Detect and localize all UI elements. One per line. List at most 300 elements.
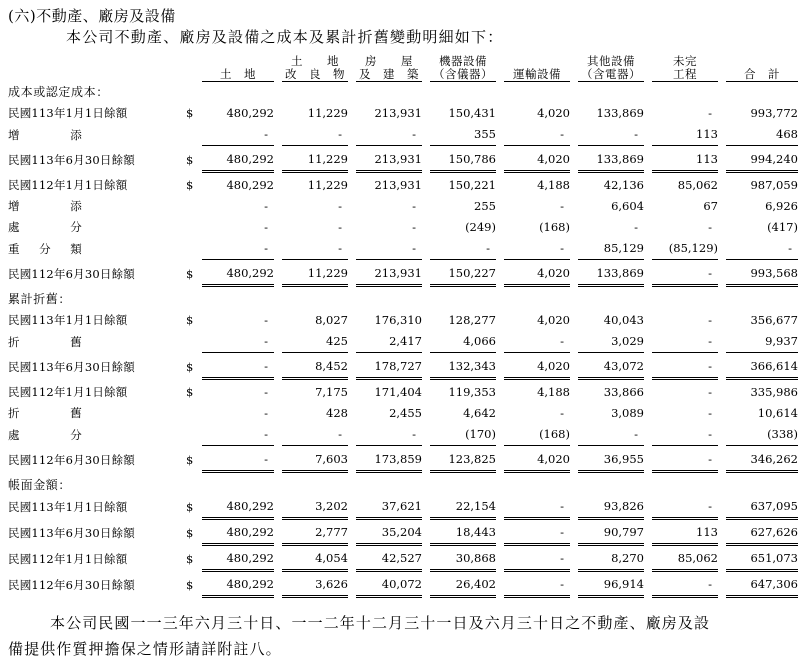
column-header-3: （含儀器） [430,68,496,82]
column-gap [570,522,578,544]
column-gap [570,424,578,446]
currency-sign: $ [186,385,194,399]
column-gap [570,149,578,171]
cell-value: 7,603 [282,449,348,471]
cell-value: 113 [652,522,718,544]
cell-value: 4,020 [504,356,570,378]
column-gap [496,331,504,353]
cell-value: 133,869 [578,263,644,285]
table-row [8,238,798,260]
column-gap [274,149,282,171]
cell-value: 4,020 [537,313,570,327]
column-gap [496,68,504,82]
column-gap [718,54,726,68]
cell-value: 119,353 [448,385,496,399]
cell-value: 150,786 [430,149,496,171]
column-gap [496,196,504,217]
column-header-top-0 [202,54,274,68]
cell-value: 43,072 [578,356,644,378]
cell-value: 33,866 [603,385,644,399]
cell-value: 213,931 [356,263,422,285]
column-gap [348,54,356,68]
cell-value: 213,931 [374,178,422,192]
row-label: 民國112年1月1日餘額 [8,385,128,399]
column-gap [274,496,282,518]
column-gap [496,103,504,124]
cell-value: 113 [652,124,718,146]
column-gap [422,310,430,331]
currency-sign: $ [186,577,194,592]
table-row [8,196,798,217]
column-header-5: （含電器） [578,68,644,82]
property-plant-equipment-table [8,54,798,600]
column-gap [348,196,356,217]
row-label-text: 處分 [8,427,82,442]
column-gap [274,424,282,446]
row-label: 民國113年1月1日餘額 [8,499,128,514]
cell-value: 355 [430,124,496,146]
column-gap [718,356,726,378]
column-header-2: 及 建 築 [356,68,422,82]
column-gap [422,124,430,146]
column-gap [496,356,504,378]
column-gap [422,424,430,446]
row-label: 民國113年1月1日餘額 [8,106,128,120]
cell-value: - [504,574,570,596]
column-gap [644,68,652,82]
table-row [8,548,798,570]
cell-value: - [202,356,274,378]
column-gap [496,217,504,238]
column-gap [496,574,504,596]
cell-value: - [412,220,416,234]
column-gap [644,217,652,238]
column-gap [348,124,356,146]
row-label: 民國112年6月30日餘額 [8,577,135,592]
cell-value: - [504,548,570,570]
cell-value: 213,931 [356,149,422,171]
column-gap [718,196,726,217]
cell-value: - [708,106,712,120]
column-gap [496,263,504,285]
column-gap [422,175,430,196]
cell-value: 480,292 [202,149,274,171]
currency-sign: $ [186,551,194,566]
cell-value: 4,642 [463,406,496,420]
cell-value: 425 [282,331,348,353]
header-row-bottom [8,68,798,82]
column-gap [718,310,726,331]
cell-value: - [708,220,712,234]
cell-value: 40,043 [603,313,644,327]
table-row [8,217,798,238]
column-gap [496,124,504,146]
column-gap [570,238,578,260]
table-row [8,263,798,285]
column-gap [644,310,652,331]
cell-value: - [202,238,274,260]
column-gap [718,238,726,260]
cell-value: - [652,331,718,353]
cell-value: 4,066 [430,331,496,353]
cell-value: 10,614 [757,406,798,420]
cell-value: 4,020 [504,263,570,285]
column-gap [422,496,430,518]
column-gap [644,574,652,596]
column-gap [348,310,356,331]
section-caption-row [8,289,798,310]
cell-value: 18,443 [430,522,496,544]
column-gap [348,496,356,518]
column-gap [348,103,356,124]
cell-value: - [708,385,712,399]
row-label-text: 重 分 類 [8,241,82,256]
column-gap [644,403,652,424]
cell-value: 93,826 [578,496,644,518]
row-label: 民國112年6月30日餘額 [8,452,135,467]
column-gap [718,449,726,471]
cell-value: - [560,199,564,213]
cell-value: 6,926 [765,199,798,213]
table-row [8,382,798,403]
currency-sign [186,403,202,424]
section-intro: 本公司不動產、廠房及設備之成本及累計折舊變動明細如下： [66,28,504,46]
cell-value: 4,188 [537,178,570,192]
cell-value: 480,292 [202,548,274,570]
column-header-top-5: 其他設備 [587,54,635,68]
currency-sign: $ [186,452,194,467]
currency-sign: $ [186,359,194,374]
currency-sign: $ [186,313,194,327]
cell-value: - [652,574,718,596]
row-label-text: 折舊 [8,406,82,420]
column-gap [274,196,282,217]
section-caption-row [8,475,798,496]
cell-value: 993,772 [750,106,798,120]
column-gap [348,175,356,196]
column-gap [496,522,504,544]
cell-value: (85,129) [652,238,718,260]
cell-value: 346,262 [726,449,798,471]
currency-sign: $ [186,266,194,281]
cell-value: 255 [474,199,496,213]
column-gap [718,331,726,353]
cell-value: 11,229 [282,149,348,171]
cell-value: 150,227 [430,263,496,285]
cell-value: 9,937 [726,331,798,353]
cell-value: (417) [767,220,798,234]
column-gap [570,331,578,353]
cell-value: 132,343 [430,356,496,378]
column-gap [348,424,356,446]
section-number: (六) [8,7,37,25]
column-gap [274,238,282,260]
table-row [8,310,798,331]
cell-value: - [356,238,422,260]
column-gap [496,424,504,446]
column-gap [718,217,726,238]
row-label: 民國113年6月30日餘額 [8,525,135,540]
section-caption: 累計折舊： [8,292,72,306]
cell-value: - [708,313,712,327]
column-gap [348,356,356,378]
column-gap [274,217,282,238]
footer-paragraph: 本公司民國一一三年六月三十日、一一二年十二月三十一日及六月三十日之不動產、廠房及設備提供作質押擔保之情形請詳附註八。 [8,614,711,658]
row-label-text: 折舊 [8,334,82,349]
cell-value: - [356,124,422,146]
column-gap [718,522,726,544]
column-header-6: 工程 [652,68,718,82]
column-header-top-6: 未完 [673,54,697,68]
currency-sign [186,424,202,446]
column-gap [718,124,726,146]
cell-value: 8,270 [578,548,644,570]
cell-value: 356,677 [750,313,798,327]
column-gap [718,424,726,446]
column-gap [274,382,282,403]
cell-value: 30,868 [430,548,496,570]
cell-value: 96,914 [578,574,644,596]
cell-value: - [504,496,570,518]
row-label: 民國112年1月1日餘額 [8,551,128,566]
column-gap [496,149,504,171]
cell-value: (168) [539,220,570,234]
cell-value: 26,402 [430,574,496,596]
column-gap [274,54,282,68]
cell-value: - [708,406,712,420]
column-gap [570,103,578,124]
column-gap [644,149,652,171]
cell-value: 85,129 [578,238,644,260]
table-row [8,522,798,544]
column-gap [644,449,652,471]
cell-value: 4,020 [537,106,570,120]
column-gap [570,382,578,403]
column-gap [496,403,504,424]
row-label [8,403,186,424]
row-label [8,238,186,260]
cell-value: - [282,238,348,260]
table-row [8,356,798,378]
cell-value: - [652,424,718,446]
cell-value: 11,229 [307,106,348,120]
cell-value: 428 [326,406,348,420]
cell-value: 4,020 [504,449,570,471]
table-row [8,331,798,353]
cell-value: 480,292 [202,574,274,596]
section-caption-row [8,82,798,104]
cell-value: 133,869 [596,106,644,120]
column-gap [348,238,356,260]
cell-value: 647,306 [726,574,798,596]
column-gap [422,356,430,378]
column-gap [644,196,652,217]
column-gap [570,310,578,331]
column-gap [348,68,356,82]
header-corner [8,54,202,68]
row-label: 民國113年1月1日餘額 [8,313,128,327]
column-gap [422,382,430,403]
currency-sign [186,217,202,238]
column-gap [348,217,356,238]
cell-value: - [504,124,570,146]
cell-value: 85,062 [677,178,718,192]
column-header-0: 土 地 [202,68,274,82]
table-row [8,103,798,124]
column-gap [718,382,726,403]
cell-value: - [264,385,268,399]
section-title-text: 不動產、廠房及設備 [36,7,176,25]
cell-value: 22,154 [430,496,496,518]
column-gap [274,356,282,378]
column-gap [274,403,282,424]
column-gap [348,449,356,471]
column-header-top-1: 土 地 [291,54,339,68]
column-gap [348,382,356,403]
cell-value: 7,175 [315,385,348,399]
column-gap [644,522,652,544]
table-row [8,424,798,446]
currency-sign [186,124,202,146]
cell-value: 42,136 [603,178,644,192]
cell-value: - [356,424,422,446]
column-gap [422,149,430,171]
cell-value: 2,417 [356,331,422,353]
column-gap [570,68,578,82]
table-row [8,574,798,596]
cell-value: 40,072 [356,574,422,596]
cell-value: 637,095 [726,496,798,518]
cell-value: - [504,522,570,544]
cell-value: 178,727 [356,356,422,378]
cell-value: 113 [652,149,718,171]
column-gap [348,574,356,596]
column-gap [570,574,578,596]
cell-value: 480,292 [226,178,274,192]
column-gap [422,449,430,471]
cell-value: 36,955 [578,449,644,471]
cell-value: - [652,356,718,378]
row-label: 民國113年6月30日餘額 [8,359,135,374]
column-gap [348,548,356,570]
column-gap [644,175,652,196]
currency-sign: $ [186,525,194,540]
cell-value: 67 [703,199,718,213]
cell-value: - [202,424,274,446]
cell-value: - [504,238,570,260]
table-row [8,175,798,196]
cell-value: - [652,449,718,471]
cell-value: - [578,424,644,446]
table-row [8,149,798,171]
column-gap [274,331,282,353]
cell-value: 150,221 [448,178,496,192]
column-gap [422,403,430,424]
column-gap [348,331,356,353]
column-gap [718,149,726,171]
table-body [8,82,798,601]
column-gap [644,548,652,570]
cell-value: 8,452 [282,356,348,378]
column-gap [644,263,652,285]
cell-value: - [412,199,416,213]
row-label-text: 處分 [8,220,82,234]
cell-value: - [202,449,274,471]
cell-value: 3,089 [611,406,644,420]
cell-value: - [652,263,718,285]
cell-value: 3,626 [282,574,348,596]
column-gap [496,548,504,570]
cell-value: (338) [726,424,798,446]
cell-value: - [726,238,798,260]
row-label [8,331,186,353]
column-header-top-3: 機器設備 [439,54,487,68]
row-label: 民國112年6月30日餘額 [8,266,135,281]
column-gap [422,331,430,353]
column-gap [348,149,356,171]
column-gap [718,175,726,196]
table-row [8,403,798,424]
cell-value: - [282,124,348,146]
column-gap [570,263,578,285]
column-gap [422,522,430,544]
currency-sign: $ [186,106,194,120]
column-gap [570,175,578,196]
currency-sign: $ [186,178,194,192]
cell-value: 8,027 [315,313,348,327]
column-gap [274,574,282,596]
column-header-top-7 [726,54,798,68]
column-gap [422,196,430,217]
column-gap [274,263,282,285]
column-gap [570,449,578,471]
cell-value: 133,869 [578,149,644,171]
column-gap [274,522,282,544]
cell-value: - [202,124,274,146]
cell-value: - [652,496,718,518]
section-caption: 帳面金額： [8,478,72,492]
cell-value: - [202,331,274,353]
column-gap [422,263,430,285]
row-label [8,424,186,446]
column-gap [348,263,356,285]
column-gap [644,356,652,378]
column-gap [570,196,578,217]
section-caption: 成本或認定成本： [8,85,109,99]
cell-value: 627,626 [726,522,798,544]
column-gap [570,356,578,378]
column-gap [644,331,652,353]
column-gap [274,310,282,331]
column-gap [570,54,578,68]
row-label-text: 增添 [8,127,82,142]
cell-value: 11,229 [282,263,348,285]
cell-value: 128,277 [448,313,496,327]
column-gap [570,548,578,570]
cell-value: 42,527 [356,548,422,570]
header-corner-bottom [8,68,202,82]
column-gap [718,574,726,596]
cell-value: 4,188 [537,385,570,399]
table-row [8,449,798,471]
column-gap [644,424,652,446]
cell-value: - [578,124,644,146]
currency-sign [186,238,202,260]
column-gap [274,103,282,124]
cell-value: 11,229 [307,178,348,192]
cell-value: 3,202 [282,496,348,518]
column-gap [274,449,282,471]
